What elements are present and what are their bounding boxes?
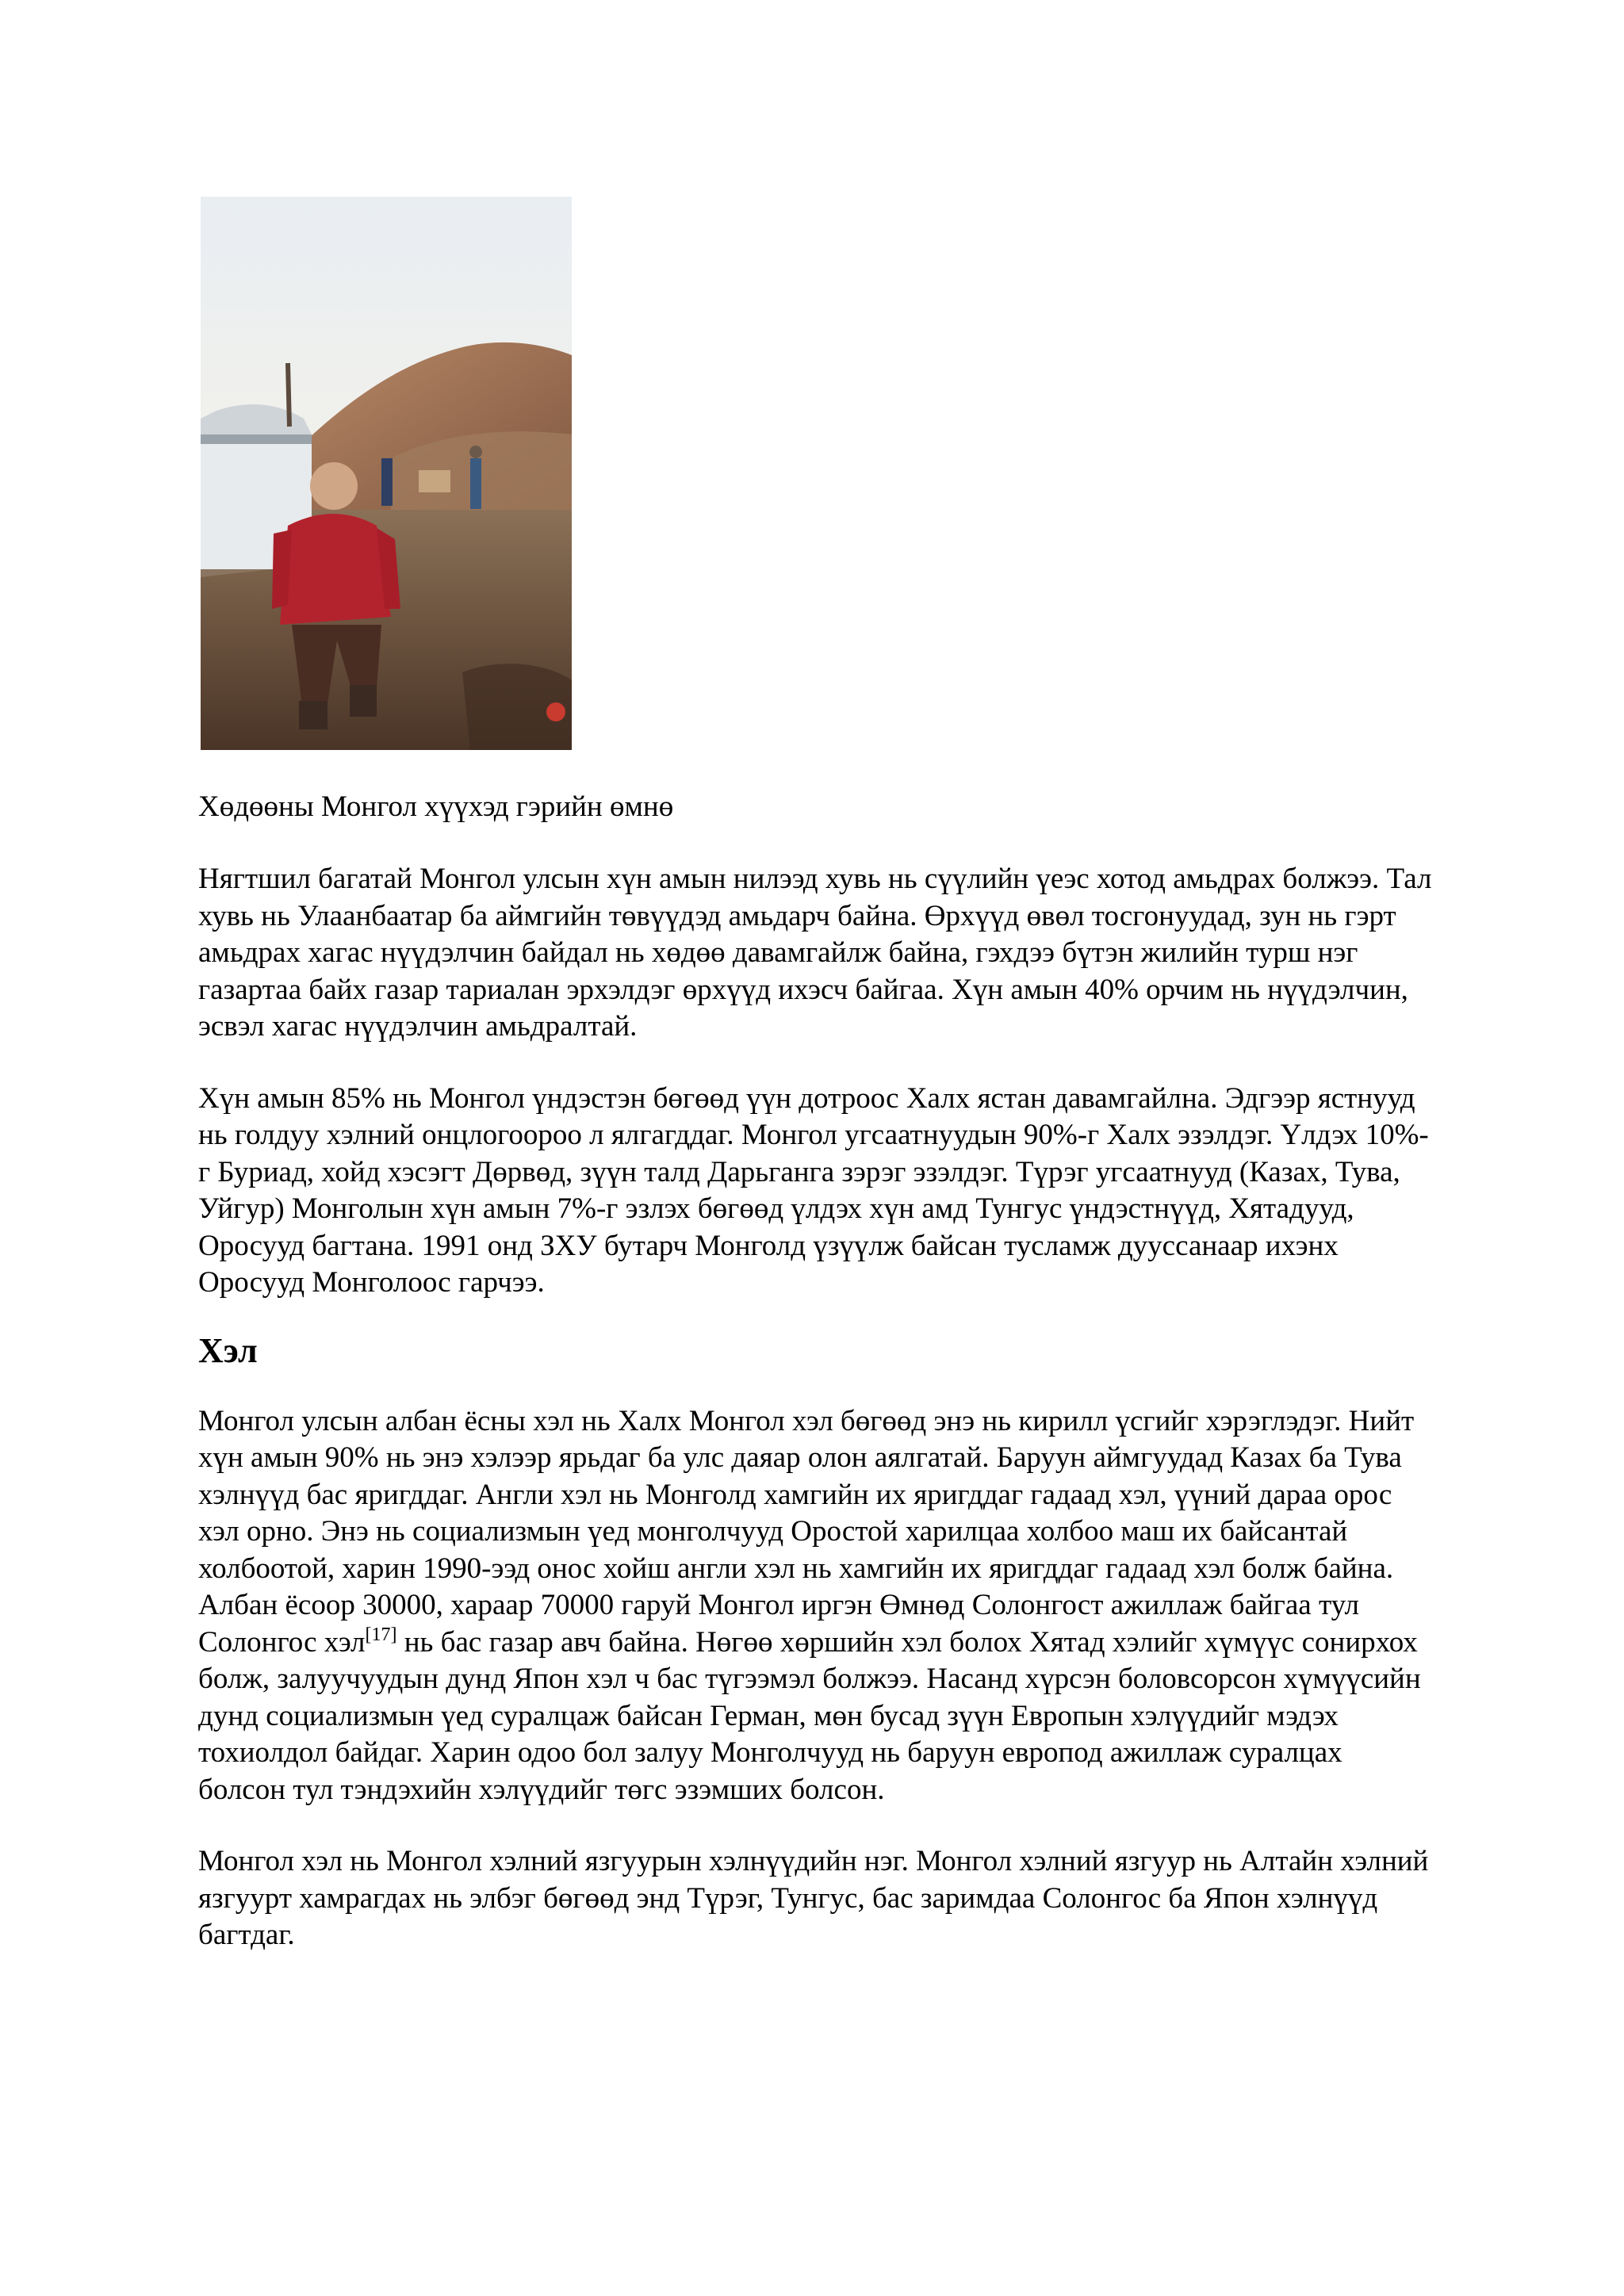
document-page bbox=[198, 197, 1435, 1954]
reference-link-17[interactable]: [17] bbox=[365, 1624, 397, 1645]
paragraph-population-distribution: Нягтшил багатай Монгол улсын хүн амын нилээд хувь нь сүүлийн үеэс хотод амьдрах болжээ. Тал хувь нь Улаанбаатар ба аймгийн төвүүдэд амьдарч байна. Өрхүүд өвөл тосгонуудад, зун нь гэрт амьдрах хагас нүүдэлчин байдал нь хөдөө давамгайлж байна, гэхдээ бүтэн жилийн турш нэг газартаа байх газар тариалан эрхэлдэг өрхүүд ихэсч байгаа. Хүн амын 40% орчим нь нүүдэлчин, эсвэл хагас нүүдэлчин амьдралтай. bbox=[198, 863, 1432, 1043]
photo-child-in-front-of-ger bbox=[201, 197, 572, 750]
paragraph-language-family: Монгол хэл нь Монгол хэлний язгуурын хэлнүүдийн нэг. Монгол хэлний язгуур нь Алтайн хэлний язгуурт хамрагдах нь элбэг бөгөөд энд Түрэг, Тунгус, бас заримдаа Солонгос ба Япон хэлнүүд багтдаг. bbox=[198, 1845, 1429, 1951]
photo-caption: Хөдөөны Монгол хүүхэд гэрийн өмнө bbox=[198, 790, 674, 823]
paragraph-official-language-text-2: нь бас газар авч байна. Нөгөө хөршийн хэл болох Хятад хэлийг хүмүүс сонирхох болж, залуучуудын дунд Япон хэл ч бас түгээмэл болжээ. Насанд хүрсэн боловсорсон хүмүүсийн дунд социализмын үед суралцаж байсан Герман, мөн бусад зүүн Европын хэлүүдийг мэдэх тохиолдол байдаг. Харин одоо бол залуу Монголчууд нь баруун европод ажиллаж суралцах болсон тул тэндэхийн хэлүүдийг төгс эзэмших болсон. bbox=[198, 1625, 1421, 1806]
section-heading-language: Хэл bbox=[198, 1330, 258, 1370]
paragraph-official-language-text-1: Монгол улсын албан ёсны хэл нь Халх Монгол хэл бөгөөд энэ нь кирилл үсгийг хэрэглэдэг. Нийт хүн амын 90% нь энэ хэлээр ярьдаг ба улс даяар олон аялгатай. Баруун аймгуудад Казах ба Тува хэлнүүд бас яригддаг. Англи хэл нь Монголд хамгийн их яригддаг гадаад хэл, үүний дараа орос хэл орно. Энэ нь социализмын үед монголчууд Оростой харилцаа холбоо маш их байсантай холбоотой, харин 1990-ээд онос хойш англи хэл нь хамгийн их яригддаг гадаад хэл болж байна. Албан ёсоор 30000, хараар 70000 гаруй Монгол иргэн Өмнөд Солонгост ажиллаж байгаа тул Солонгос хэл bbox=[198, 1404, 1415, 1659]
paragraph-official-language bbox=[198, 1403, 1435, 1809]
paragraph-ethnic-groups: Хүн амын 85% нь Монгол үндэстэн бөгөөд үүн дотроос Халх ястан давамгайлна. Эдгээр ястнууд нь голдуу хэлний онцлогоороо л ялгагддаг. Монгол угсаатнуудын 90%-г Халх эзэлдэг. Үлдэх 10%-г Буриад, хойд хэсэгт Дөрвөд, зүүн талд Дарьганга зэрэг эзэлдэг. Түрэг угсаатнууд (Казах, Тува, Уйгур) Монголын хүн амын 7%-г эзлэх бөгөөд үлдэх хүн амд Тунгус үндэстнүүд, Хятадууд, Оросууд багтана. 1991 онд ЗХУ бутарч Монголд үзүүлж байсан тусламж дууссанаар ихэнх Оросууд Монголоос гарчээ. bbox=[198, 1081, 1429, 1299]
